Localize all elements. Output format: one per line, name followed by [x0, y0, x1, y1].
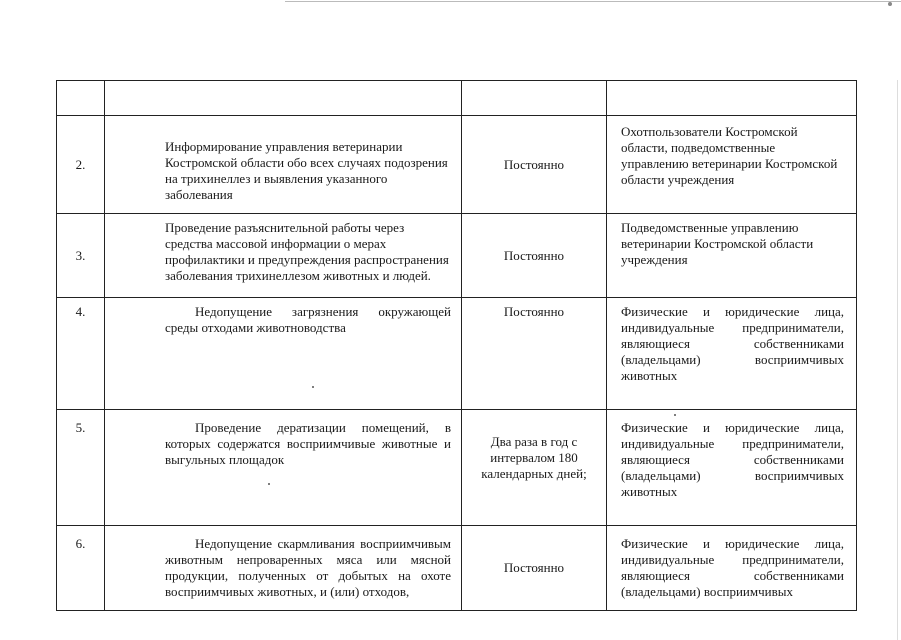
table-row: [57, 214, 857, 298]
term-text: Постоянно: [462, 526, 607, 611]
cell-responsible: [607, 410, 857, 526]
cell-activity: [105, 214, 462, 298]
cell-term: [462, 410, 607, 526]
responsible-text: Физические и юридические лица, индивидуальные предприниматели, являющиеся собственниками (владельцами) восприимчивых: [621, 536, 844, 599]
cell-activity: [105, 410, 462, 526]
term-text: Два раза в год с интервалом 180 календарных дней;: [481, 434, 587, 481]
cell-responsible: [607, 116, 857, 214]
activity-text: Проведение разъяснительной работы через средства массовой информации о мерах профилактики и предупреждения распространения заболевания трихинеллезом животных и людей.: [165, 220, 449, 283]
table-row: [57, 526, 857, 611]
row-number: 2.: [57, 116, 105, 214]
row-number: 3.: [57, 214, 105, 298]
scan-top-line: [285, 1, 901, 2]
measures-table: [56, 80, 857, 611]
cell-responsible: [607, 526, 857, 611]
activity-text: Недопущение загрязнения окружающей среды отходами животноводства: [165, 304, 451, 335]
activity-text: Проведение дератизации помещений, в которых содержатся восприимчивые животные и выгульных площадок: [165, 420, 451, 467]
activity-text: Информирование управления ветеринарии Костромской области обо всех случаях подозрения на трихинеллез и выявления указанного заболевания: [165, 138, 448, 202]
scan-speck: [268, 483, 270, 485]
cell-term: [462, 81, 607, 116]
term-text: Постоянно: [462, 116, 607, 214]
cell-responsible: [607, 214, 857, 298]
row-number: 5.: [57, 410, 105, 526]
scan-dot: [888, 2, 892, 6]
cell-responsible: [607, 81, 857, 116]
cell-responsible: [607, 298, 857, 410]
activity-text: Недопущение скармливания восприимчивым животным непроваренных мяса или мясной продукции, полученных от добытых на охоте восприимчивых животных, и (или) отходов,: [165, 536, 451, 599]
row-number: 4.: [57, 298, 105, 410]
scan-speck: [312, 386, 314, 388]
responsible-text: Подведомственные управлению ветеринарии Костромской области учреждения: [621, 220, 814, 267]
table-row: [57, 116, 857, 214]
term-text: Постоянно: [462, 298, 607, 410]
cell-activity: [105, 298, 462, 410]
cell-activity: [105, 81, 462, 116]
cell-num: [57, 81, 105, 116]
table-row: [57, 81, 857, 116]
scan-speck: [674, 414, 676, 416]
cell-activity: [105, 116, 462, 214]
responsible-text: Охотпользователи Костромской области, подведомственные управлению ветеринарии Костромской области учреждения: [621, 124, 838, 187]
scan-right-edge: [897, 80, 898, 640]
table-row: [57, 298, 857, 410]
responsible-text: Физические и юридические лица, индивидуальные предприниматели, являющиеся собственниками (владельцами) восприимчивых животных: [621, 304, 844, 383]
row-number: 6.: [57, 526, 105, 611]
cell-activity: [105, 526, 462, 611]
table-row: [57, 410, 857, 526]
responsible-text: Физические и юридические лица, индивидуальные предприниматели, являющиеся собственниками (владельцами) восприимчивых животных: [621, 420, 844, 499]
term-text: Постоянно: [462, 214, 607, 298]
